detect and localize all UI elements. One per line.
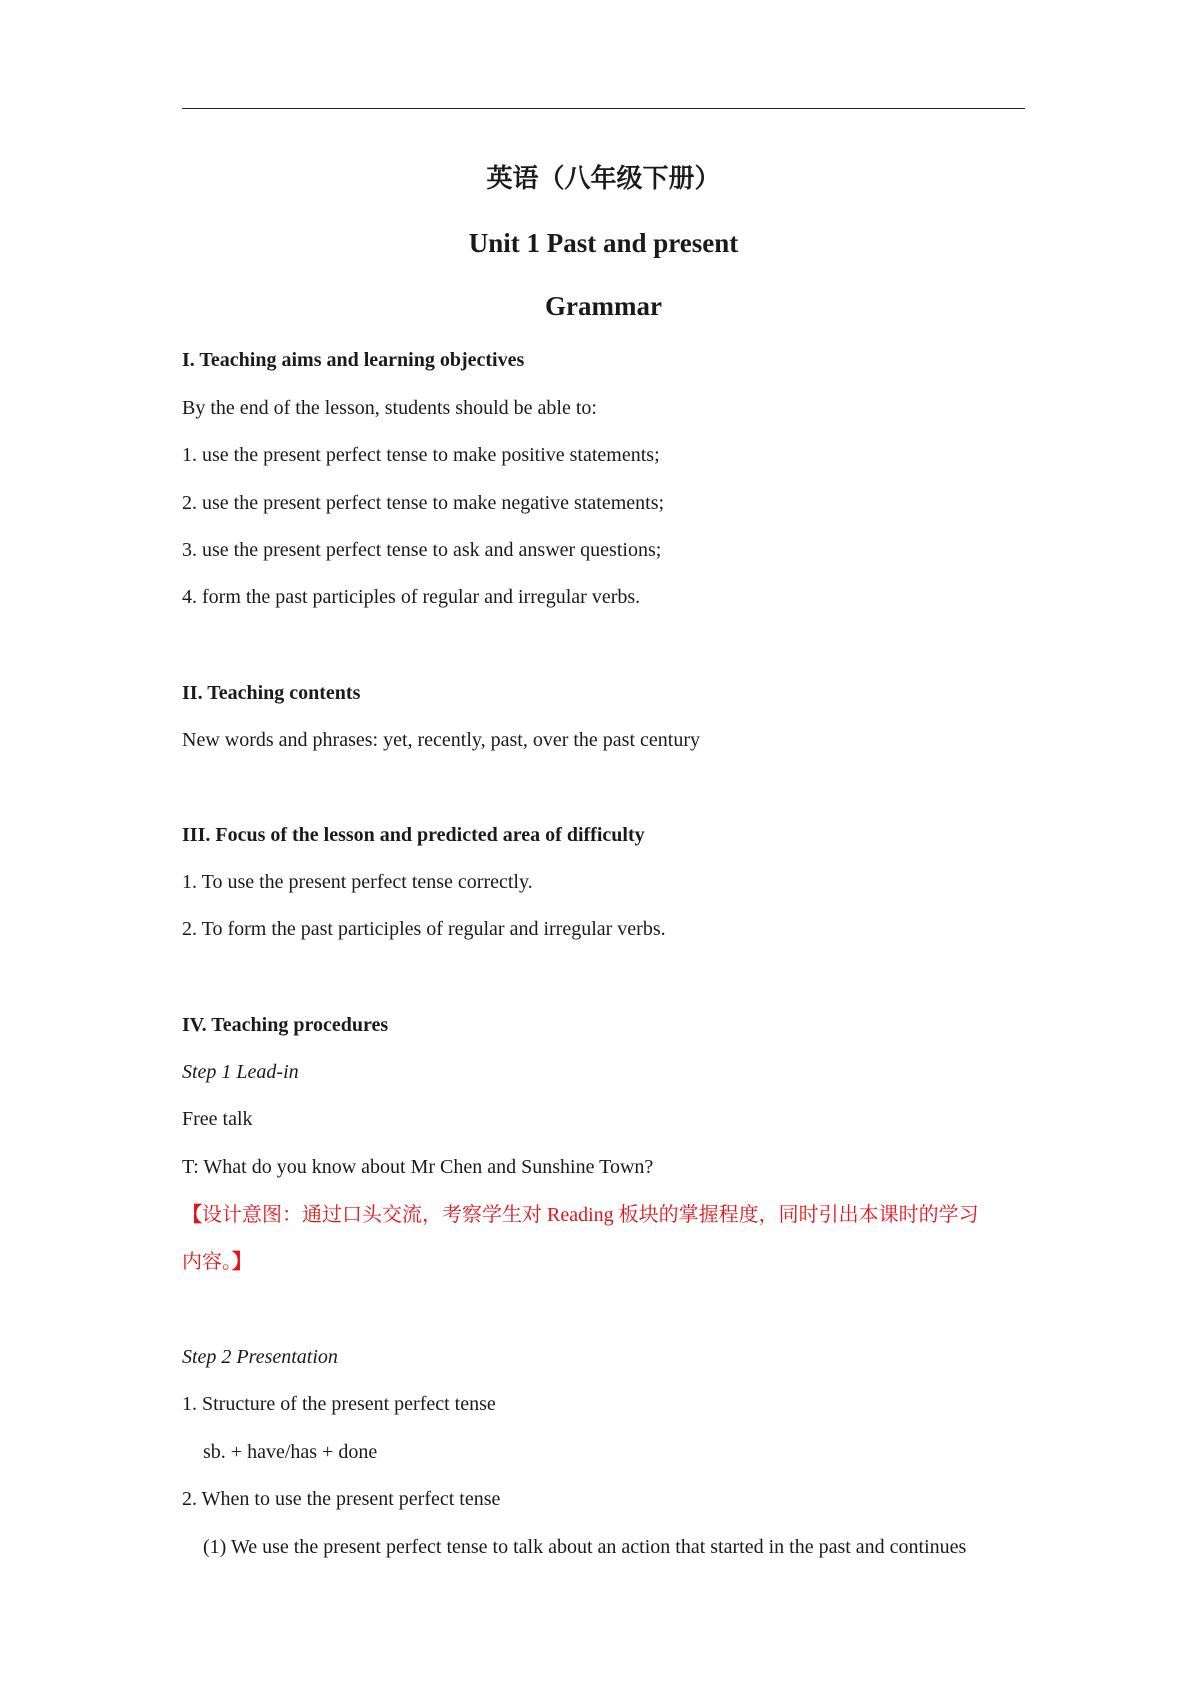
section1-intro: By the end of the lesson, students should be able to: (182, 397, 597, 419)
note-open-bracket: 【 (182, 1204, 202, 1226)
section4-heading: IV. Teaching procedures (182, 1014, 389, 1036)
step2-item2: 2. When to use the present perfect tense (182, 1488, 501, 1510)
step2-item1-formula: sb. + have/has + done (203, 1441, 378, 1463)
header-rule (182, 108, 1025, 109)
step2-item1: 1. Structure of the present perfect tense (182, 1393, 496, 1415)
section1-item-3: 3. use the present perfect tense to ask and answer questions; (182, 539, 662, 561)
section1-item-1: 1. use the present perfect tense to make positive statements; (182, 444, 660, 466)
step1-line2: T: What do you know about Mr Chen and Sunshine Town? (182, 1156, 654, 1178)
section3-heading: III. Focus of the lesson and predicted area of difficulty (182, 824, 645, 846)
title-chinese: 英语（八年级下册） (486, 164, 721, 193)
section3-item-2: 2. To form the past participles of regular and irregular verbs. (182, 918, 666, 940)
note-text-line1: 设计意图：通过口头交流，考察学生对 Reading 板块的掌握程度，同时引出本课时的学习 (202, 1204, 979, 1226)
section1-item-4: 4. form the past participles of regular and irregular verbs. (182, 586, 641, 608)
step1-title: Step 1 Lead-in (182, 1061, 299, 1083)
title-lesson: Grammar (545, 291, 662, 321)
section1-heading: I. Teaching aims and learning objectives (182, 349, 525, 371)
section3-item-1: 1. To use the present perfect tense correctly. (182, 871, 533, 893)
section2-heading: II. Teaching contents (182, 682, 361, 704)
note-close-bracket: 】 (232, 1251, 252, 1273)
note-text-line2: 内容。 (182, 1251, 232, 1273)
step2-item2-sub1: (1) We use the present perfect tense to talk about an action that started in the past and continues (203, 1536, 967, 1558)
step2-title: Step 2 Presentation (182, 1346, 338, 1368)
section1-item-2: 2. use the present perfect tense to make negative statements; (182, 492, 665, 514)
title-unit: Unit 1 Past and present (468, 228, 739, 258)
step1-line1: Free talk (182, 1108, 253, 1130)
section2-text: New words and phrases: yet, recently, past, over the past century (182, 729, 700, 751)
design-note-line2 (182, 1250, 1025, 1274)
design-note-line1 (182, 1203, 1025, 1227)
